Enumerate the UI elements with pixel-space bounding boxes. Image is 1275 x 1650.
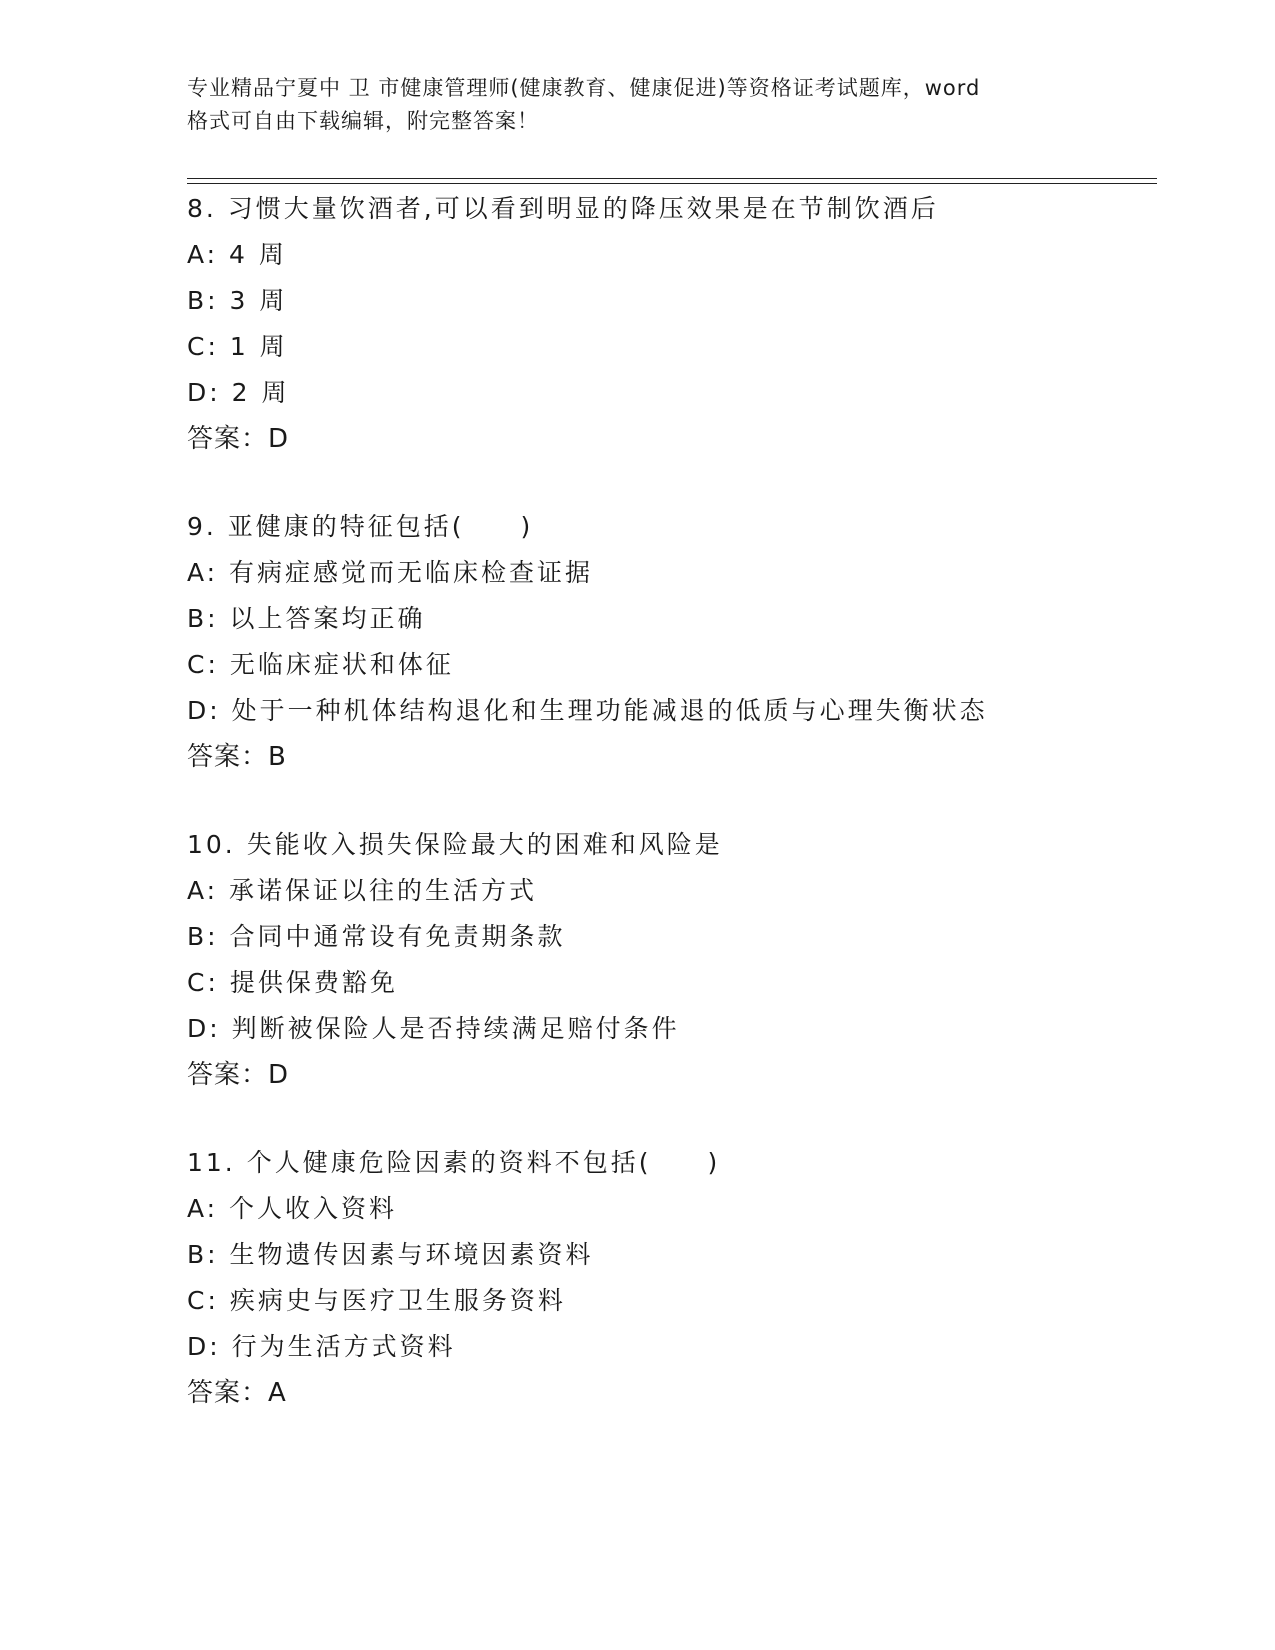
header-divider-bottom: [187, 183, 1157, 184]
option-b: B: 以上答案均正确: [187, 604, 426, 633]
answer-line: 答案：B: [187, 742, 287, 772]
answer-line: 答案：D: [187, 424, 290, 454]
option-c: C: 无临床症状和体征: [187, 650, 454, 679]
question-stem: 11. 个人健康危险因素的资料不包括( ): [187, 1148, 721, 1177]
option-d: D: 2 周: [187, 378, 290, 407]
question-10: [187, 822, 1167, 1098]
option-c: C: 1 周: [187, 332, 288, 361]
question-9: [187, 504, 1167, 780]
option-a: A: 有病症感觉而无临床检查证据: [187, 558, 594, 587]
document-header: [187, 72, 1157, 138]
question-list: [187, 186, 1167, 1458]
question-8: [187, 186, 1167, 462]
answer-line: 答案：A: [187, 1378, 287, 1408]
answer-line: 答案：D: [187, 1060, 290, 1090]
option-c: C: 提供保费豁免: [187, 968, 398, 997]
question-stem: 8. 习惯大量饮酒者,可以看到明显的降压效果是在节制饮酒后: [187, 194, 939, 223]
option-b: B: 生物遗传因素与环境因素资料: [187, 1240, 594, 1269]
option-a: A: 个人收入资料: [187, 1194, 398, 1223]
option-d: D: 判断被保险人是否持续满足赔付条件: [187, 1014, 680, 1043]
option-d: D: 处于一种机体结构退化和生理功能减退的低质与心理失衡状态: [187, 696, 988, 725]
option-a: A: 4 周: [187, 240, 287, 269]
option-c: C: 疾病史与医疗卫生服务资料: [187, 1286, 566, 1315]
question-11: [187, 1140, 1167, 1416]
option-b: B: 合同中通常设有免责期条款: [187, 922, 566, 951]
header-divider-top: [187, 178, 1157, 179]
option-d: D: 行为生活方式资料: [187, 1332, 456, 1361]
option-b: B: 3 周: [187, 286, 288, 315]
question-stem: 9. 亚健康的特征包括( ): [187, 512, 534, 541]
question-stem: 10. 失能收入损失保险最大的困难和风险是: [187, 830, 723, 859]
header-line-2: 格式可自由下载编辑，附完整答案！: [187, 109, 539, 133]
option-a: A: 承诺保证以往的生活方式: [187, 876, 538, 905]
header-line-1: 专业精品宁夏中 卫 市健康管理师(健康教育、健康促进)等资格证考试题库，word: [187, 76, 981, 100]
